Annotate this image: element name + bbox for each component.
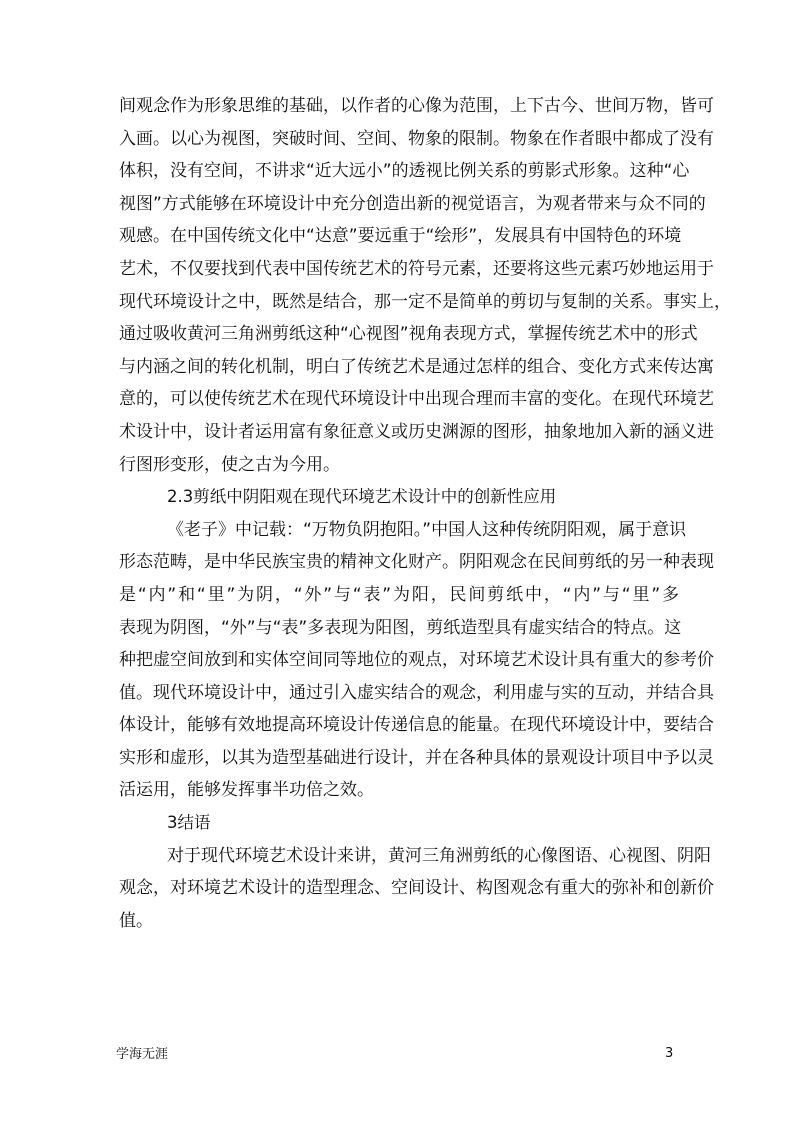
text-line: 术设计中，设计者运用富有象征意义或历史渊源的图形，抽象地加入新的涵义进 (119, 421, 714, 442)
text-line: 形态范畴，是中华民族宝贵的精神文化财产。阴阳观念在民间剪纸的另一种表现 (119, 552, 714, 573)
text-line: 行图形变形，使之古为今用。 (119, 454, 340, 475)
footer-motto: 学海无涯 (116, 1047, 169, 1062)
text-line: 表现为阴图，“外”与“表”多表现为阳图，剪纸造型具有虚实结合的特点。这 (119, 617, 682, 638)
text-line: 通过吸收黄河三角洲剪纸这种“心视图”视角表现方式，掌握传统艺术中的形式 (119, 324, 698, 345)
page-number: 3 (665, 1046, 674, 1061)
text-line: 值。 (119, 910, 153, 931)
page-content (119, 90, 731, 937)
paragraph-conclusion (119, 840, 714, 938)
text-line: 观感。在中国传统文化中“达意”要远重于“绘形”，发展具有中国特色的环境 (119, 226, 682, 247)
section-heading-2-3: 2.3剪纸中阴阳观在现代环境艺术设计中的创新性应用 (167, 487, 557, 507)
text-line: 是“内”和“里”为阴，“外”与“表”为阳，民间剪纸中，“内”与“里”多 (119, 584, 679, 605)
text-line: 与内涵之间的转化机制，明白了传统艺术是通过怎样的组合、变化方式来传达寓 (119, 356, 714, 377)
text-line: 意的，可以使传统艺术在现代环境设计中出现合理而丰富的变化。在现代环境艺 (119, 389, 714, 410)
text-line: 体设计，能够有效地提高环境设计传递信息的能量。在现代环境设计中，要结合 (119, 715, 714, 736)
text-line: 种把虚空间放到和实体空间同等地位的观点，对环境艺术设计具有重大的参考价 (119, 650, 714, 671)
section-heading-3: 3结语 (167, 813, 211, 833)
paragraph-yin-yang (119, 514, 714, 807)
text-line: 间观念作为形象思维的基础，以作者的心像为范围，上下古今、世间万物，皆可 (119, 96, 714, 116)
text-line: 实形和虚形，以其为造型基础进行设计，并在各种具体的景观设计项目中予以灵 (119, 747, 714, 768)
text-line: 活运用，能够发挥事半功倍之效。 (119, 780, 374, 801)
text-line: 观念，对环境艺术设计的造型理念、空间设计、构图观念有重大的弥补和创新价 (119, 878, 714, 899)
text-line: 体积，没有空间，不讲求“近大远小”的透视比例关系的剪影式形象。这种“心 (119, 161, 690, 182)
text-line: 视图”方式能够在环境设计中充分创造出新的视觉语言，为观者带来与众不同的 (119, 193, 706, 214)
text-line: 艺术，不仅要找到代表中国传统艺术的符号元素，还要将这些元素巧妙地运用于 (119, 258, 714, 279)
text-line: 对于现代环境艺术设计来讲，黄河三角洲剪纸的心像图语、心视图、阴阳 (167, 845, 711, 866)
text-line: 入画。以心为视图，突破时间、空间、物象的限制。物象在作者眼中都成了没有 (119, 128, 714, 149)
paragraph-intro (119, 90, 731, 481)
text-line: 值。现代环境设计中，通过引入虚实结合的观念，利用虚与实的互动，并结合具 (119, 682, 714, 703)
text-line: 现代环境设计之中，既然是结合，那一定不是简单的剪切与复制的关系。事实上， (119, 291, 731, 312)
text-line: 《老子》中记载：“万物负阴抱阳。”中国人这种传统阴阳观，属于意识 (167, 519, 687, 540)
